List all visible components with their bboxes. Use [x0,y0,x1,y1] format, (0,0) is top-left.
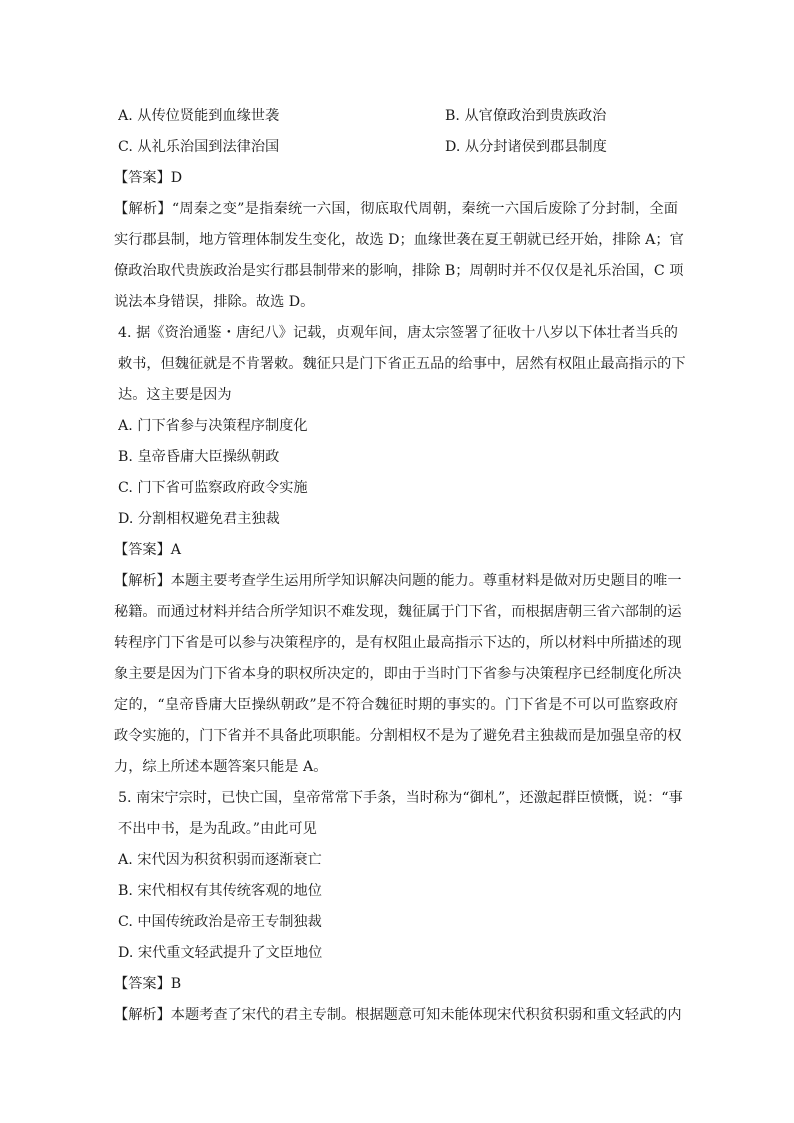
q4-analysis [114,566,682,783]
q4-analysis-line: 象主要是因为门下省本身的职权所决定的，即由于当时门下省参与决策程序已经制度化所决 [114,666,682,682]
q4-analysis-line: 转程序门下省是可以参与决策程序的，是有权阻止最高指示下达的，所以材料中所描述的现 [114,635,682,651]
q4-stem-line: 4. 据《资治通鉴・唐纪八》记载，贞观年间，唐太宗签署了征收十八岁以下体壮者当兵的 [118,325,678,341]
q3-analysis-line: 僚政治取代贵族政治是实行郡县制带来的影响，排除 B；周朝时并不仅仅是礼乐治国，C 项 [114,263,684,279]
q3-option-c[interactable]: C. 从礼乐治国到法律治国 [118,139,280,155]
q4-analysis-line: 秘籍。而通过材料并结合所学知识不难发现，魏征属于门下省，而根据唐朝三省六部制的运 [114,604,682,620]
q4-option-d[interactable]: D. 分割相权避免君主独裁 [118,511,280,527]
q5-stem-line: 不出中书，是为乱政。”由此可见 [118,821,317,837]
q5-option-c[interactable]: C. 中国传统政治是帝王专制独裁 [118,914,322,930]
q5-stem [118,783,683,845]
q3-options-row-1 [118,101,678,132]
q4-analysis-line: 政令实施的，门下省并不具备此项职能。分割相权不是为了避免君主独裁而是加强皇帝的权 [114,728,682,744]
q3-analysis-line: 【解析】“周秦之变”是指秦统一六国，彻底取代周朝，秦统一六国后废除了分封制，全面 [114,201,678,217]
q4-analysis-line: 定的，“皇帝昏庸大臣操纵朝政”是不符合魏征时期的事实的。门下省是不可以可监察政府 [114,697,678,713]
q3-options-row-2 [118,132,678,163]
q5-stem-line: 5. 南宋宁宗时，已快亡国，皇帝常常下手条，当时称为“御札”，还激起群臣愤慨，说：“事 [118,790,683,806]
q3-answer: 【答案】D [114,170,183,186]
document-content [114,101,686,1031]
q5-analysis-line: 【解析】本题考查了宋代的君主专制。根据题意可知未能体现宋代积贫积弱和重文轻武的内 [114,1007,682,1023]
q3-option-a[interactable]: A. 从传位贤能到血缘世袭 [118,108,280,124]
q4-option-a[interactable]: A. 门下省参与决策程序制度化 [118,418,308,434]
q4-answer: 【答案】A [114,542,181,558]
q3-option-d[interactable]: D. 从分封诸侯到郡县制度 [445,139,607,155]
q4-option-c[interactable]: C. 门下省可监察政府政令实施 [118,480,308,496]
q4-stem [118,318,686,411]
q5-option-b[interactable]: B. 宋代相权有其传统客观的地位 [118,883,322,899]
q3-analysis-line: 说法本身错误，排除。故选 D。 [114,294,315,310]
q4-analysis-line: 力，综上所述本题答案只能是 A。 [114,759,328,775]
q5-option-d[interactable]: D. 宋代重文轻武提升了文臣地位 [118,945,323,961]
q5-option-a[interactable]: A. 宋代因为积贫积弱而逐渐衰亡 [118,852,322,868]
q5-analysis [114,1000,682,1031]
q4-stem-line: 敕书，但魏征就是不肯署敕。魏征只是门下省正五品的给事中，居然有权阻止最高指示的下 [118,356,686,372]
q4-stem-line: 达。这主要是因为 [118,387,232,403]
q3-analysis-line: 实行郡县制，地方管理体制发生变化，故选 D；血缘世袭在夏王朝就已经开始，排除 A；官 [114,232,684,248]
q5-answer: 【答案】B [114,976,182,992]
q3-option-b[interactable]: B. 从官僚政治到贵族政治 [445,108,607,124]
q4-analysis-line: 【解析】本题主要考查学生运用所学知识解决问题的能力。尊重材料是做对历史题目的唯一 [114,573,682,589]
q3-analysis [114,194,684,318]
q4-option-b[interactable]: B. 皇帝昏庸大臣操纵朝政 [118,449,280,465]
